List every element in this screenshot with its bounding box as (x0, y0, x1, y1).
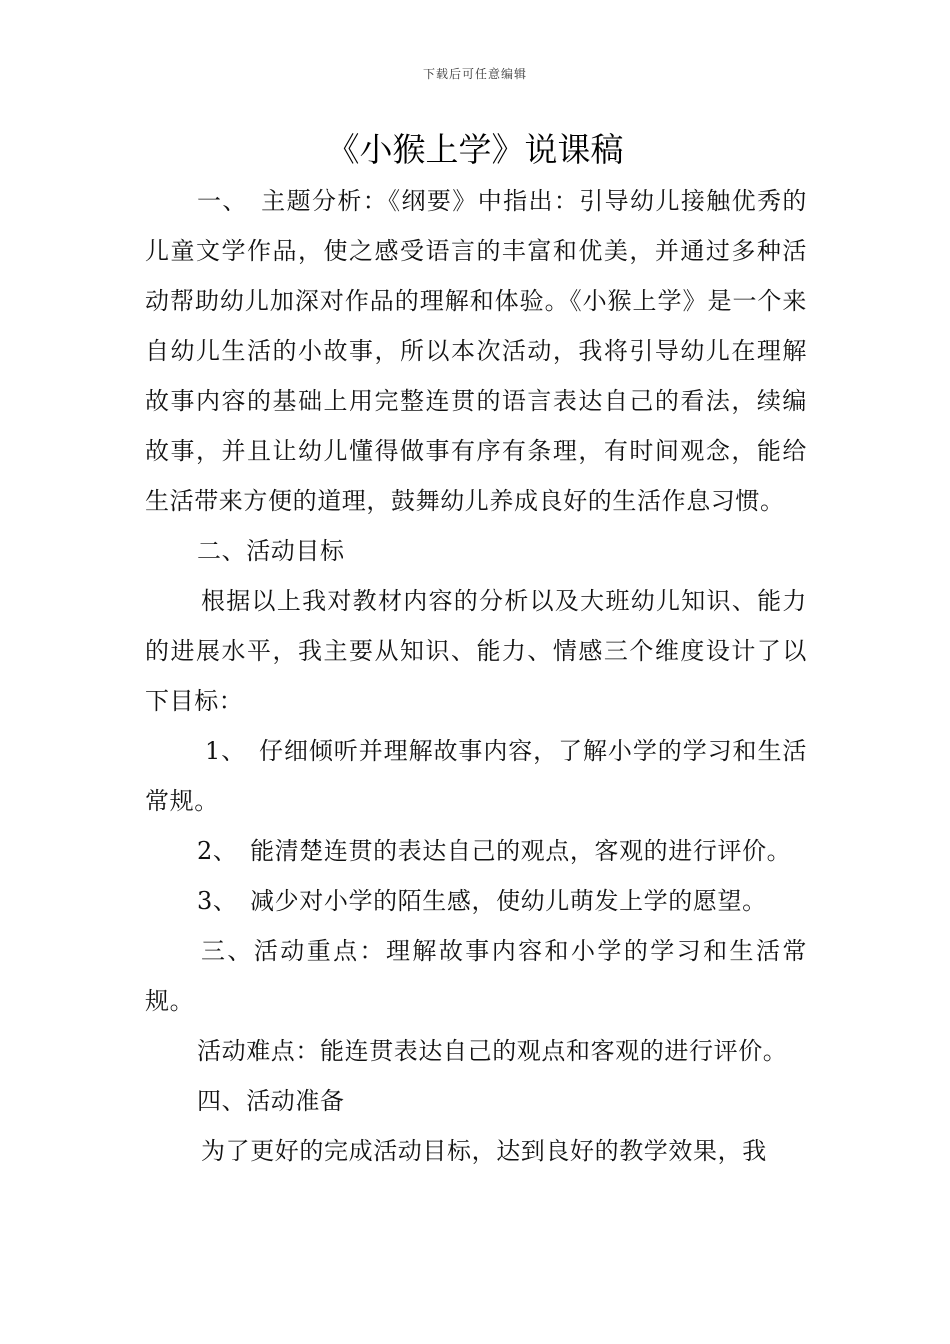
paragraph-goals-intro: 根据以上我对教材内容的分析以及大班幼儿知识、能力的进展水平，我主要从知识、能力、情感三个维度设计了以下目标： (145, 587, 807, 715)
paragraph-difficulty: 活动难点：能连贯表达自己的观点和客观的进行评价。 (197, 1037, 788, 1065)
page-title: 《小猴上学》说课稿 (326, 130, 624, 169)
paragraph-key-point: 三、活动重点：理解故事内容和小学的学习和生活常规。 (145, 937, 807, 1015)
heading-activity-preparation: 四、活动准备 (197, 1087, 345, 1115)
goal-item-3: 3、 减少对小学的陌生感，使幼儿萌发上学的愿望。 (197, 887, 767, 915)
goal-item-1: 1、 仔细倾听并理解故事内容，了解小学的学习和生活常规。 (145, 737, 807, 815)
document-body (145, 176, 807, 1176)
paragraph-theme-analysis: 一、 主题分析：《纲要》中指出：引导幼儿接触优秀的儿童文学作品，使之感受语言的丰富和优美，并通过多种活动帮助幼儿加深对作品的理解和体验。《小猴上学》是一个来自幼儿生活的小故事，所以本次活动，我将引导幼儿在理解故事内容的基础上用完整连贯的语言表达自己的看法，续编故事，并且让幼儿懂得做事有序有条理，有时间观念，能给生活带来方便的道理，鼓舞幼儿养成良好的生活作息习惯。 (145, 187, 807, 515)
heading-activity-goals: 二、活动目标 (197, 537, 345, 565)
paragraph-preparation: 为了更好的完成活动目标，达到良好的教学效果，我 (201, 1137, 767, 1165)
goal-item-2: 2、 能清楚连贯的表达自己的观点，客观的进行评价。 (197, 837, 792, 865)
header-note: 下载后可任意编辑 (422, 67, 527, 81)
